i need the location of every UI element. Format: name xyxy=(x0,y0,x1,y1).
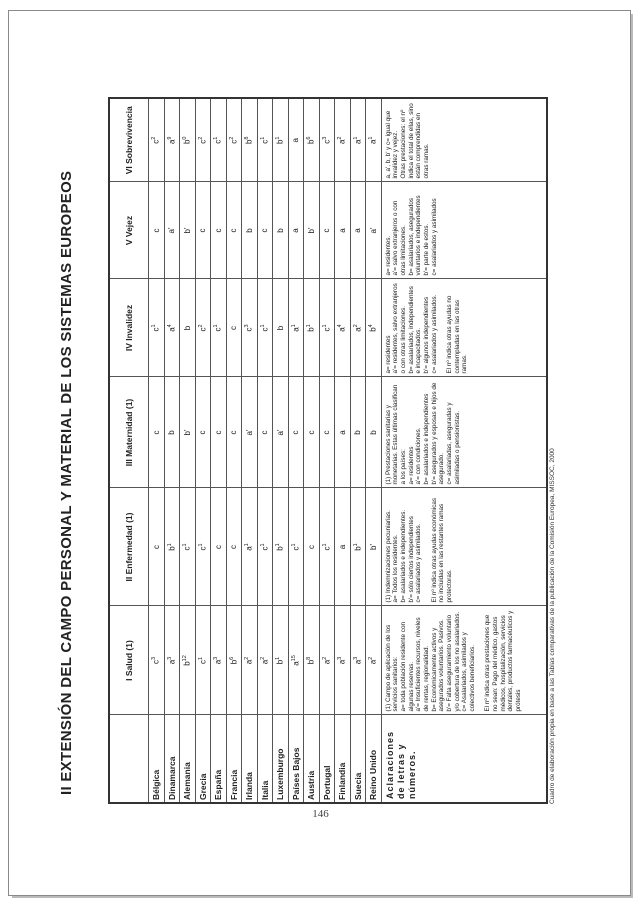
value-letter: a xyxy=(291,327,301,332)
value-superscript: 1 xyxy=(275,656,282,660)
value-cell xyxy=(273,98,289,182)
value-cell xyxy=(366,377,382,488)
value-letter: a xyxy=(245,659,255,665)
value-superscript: 1 xyxy=(197,543,204,547)
note-cell xyxy=(381,488,547,606)
value-letter: b xyxy=(167,546,177,551)
value-letter: b xyxy=(307,659,317,665)
column-header: II Enfermedad (1) xyxy=(109,488,149,606)
value-letter: b' xyxy=(182,429,192,436)
value-superscript: 2 xyxy=(259,656,266,660)
value-cell xyxy=(350,606,366,715)
value-letter: c xyxy=(152,327,162,332)
table-row xyxy=(164,98,180,803)
value-cell xyxy=(195,182,211,279)
value-superscript: 1 xyxy=(197,656,204,661)
value-letter: b xyxy=(244,228,254,233)
value-superscript: 4 xyxy=(368,324,375,328)
note-text: (1) Campo de aplicación de los servicios sanitarios: a= toda población residente con algunas reservas. a'= Insuficientes recursos, niveles de rentas, regionalidad. b= Económicamente activos y asegurados voluntarios. Pasivos. b'= Falta aseguramiento voluntario y/o cobertura de los no asalariados. c= Asalariados, asimilados y colectivos beneficiarios. El nº indica otras prestaciones que no sean: Pago del médico, gastos médicos, hospitalización, servicios dentales, productos farmacéuticos y prótesis xyxy=(384,610,522,712)
value-letter: a xyxy=(291,228,301,233)
value-cell xyxy=(180,182,196,279)
table-row xyxy=(242,98,258,803)
note-text: (1) Indemnizaciones pecuniarias. a= Todos los residentes. b= asalariados e independientes. b'= sólo ciertos independientes c= asalariados y asimilados. El nº indica otras ayudas económicas no incluidas en las restantes ramas protectoras. xyxy=(384,497,453,603)
note-text: a= residentes a'= residentes, salvo extranjeros o con otras limitaciones. b= asalariados, independientes e incapacitados. b'= algunos independientes c= asalariados y asimilados. El nº indica otras ayudas no contempladas en las otras ramas. xyxy=(384,283,469,374)
table-row xyxy=(149,98,165,803)
value-superscript: 1 xyxy=(368,136,375,140)
value-cell xyxy=(257,182,273,279)
value-cell xyxy=(211,377,227,488)
value-superscript: 1 xyxy=(259,136,266,140)
value-superscript: 6 xyxy=(228,656,235,660)
value-superscript: 2 xyxy=(197,136,204,140)
column-header xyxy=(109,715,149,803)
value-letter: c xyxy=(214,139,224,144)
value-cell xyxy=(226,488,242,606)
comparison-table xyxy=(108,97,548,804)
value-cell xyxy=(242,279,258,377)
value-letter: b xyxy=(369,327,379,332)
value-cell xyxy=(350,488,366,606)
value-letter: a xyxy=(338,659,348,665)
country-cell: Finlandia xyxy=(335,715,351,803)
value-cell xyxy=(211,488,227,606)
country-cell: Luxemburgo xyxy=(273,715,289,803)
value-letter: c xyxy=(213,545,223,549)
country-cell: Suecia xyxy=(350,715,366,803)
country-cell: Países Bajos xyxy=(288,715,304,803)
value-letter: a' xyxy=(275,429,285,436)
value-superscript: 1 xyxy=(166,543,173,547)
value-cell xyxy=(273,279,289,377)
value-superscript: 1 xyxy=(306,324,313,328)
value-letter: c xyxy=(322,228,332,233)
value-cell xyxy=(335,98,351,182)
value-letter: b' xyxy=(306,227,316,234)
table-body xyxy=(149,98,548,803)
value-cell xyxy=(288,182,304,279)
rotated-content xyxy=(56,80,601,810)
value-cell xyxy=(195,279,211,377)
table-row xyxy=(366,98,382,803)
value-cell xyxy=(164,377,180,488)
value-cell xyxy=(211,182,227,279)
value-superscript: 2 xyxy=(197,324,204,328)
value-superscript: 2 xyxy=(368,656,375,660)
value-superscript: 2 xyxy=(337,136,344,140)
value-letter: c xyxy=(306,545,316,549)
country-cell: Dinamarca xyxy=(164,715,180,803)
value-letter: b xyxy=(275,325,285,331)
table-row xyxy=(257,98,273,803)
value-cell xyxy=(257,377,273,488)
value-cell xyxy=(149,182,165,279)
value-superscript: 8 xyxy=(306,656,313,660)
value-cell xyxy=(226,606,242,715)
value-cell xyxy=(319,182,335,279)
value-superscript: 3 xyxy=(337,656,344,660)
value-letter: a xyxy=(167,139,177,145)
value-letter: c xyxy=(291,430,301,435)
value-cell xyxy=(149,606,165,715)
value-cell xyxy=(273,606,289,715)
value-letter: b' xyxy=(182,227,192,234)
value-superscript: 1 xyxy=(275,543,282,547)
value-cell xyxy=(195,98,211,182)
note-text: a, a', b, b' y c= igual que invalidez y vejez. Otras prestaciones: el nº indica el total de ellas, sino están comprendidas en otras ramas. xyxy=(384,103,430,179)
country-cell: Portugal xyxy=(319,715,335,803)
value-letter: a xyxy=(353,139,363,145)
value-letter: b xyxy=(182,325,192,331)
value-letter: c xyxy=(322,139,332,144)
value-cell xyxy=(288,279,304,377)
table-row xyxy=(273,98,289,803)
value-cell xyxy=(366,98,382,182)
value-cell xyxy=(226,98,242,182)
value-cell xyxy=(273,377,289,488)
value-letter: c xyxy=(214,327,224,332)
value-cell xyxy=(335,606,351,715)
value-letter: c xyxy=(198,228,208,233)
value-letter: b xyxy=(183,661,193,666)
value-letter: c xyxy=(322,546,332,551)
column-header: I Salud (1) xyxy=(109,606,149,715)
value-letter: a xyxy=(322,659,332,665)
value-cell xyxy=(350,279,366,377)
value-superscript: 1 xyxy=(244,543,251,547)
country-cell: Grecia xyxy=(195,715,211,803)
country-cell: Irlanda xyxy=(242,715,258,803)
country-cell: Reino Unido xyxy=(366,715,382,803)
value-letter: a xyxy=(369,659,379,665)
table-row xyxy=(335,98,351,803)
value-superscript: 3 xyxy=(244,324,251,328)
table-row xyxy=(226,98,242,803)
value-cell xyxy=(288,488,304,606)
country-cell: Francia xyxy=(226,715,242,803)
table-row xyxy=(180,98,196,803)
value-letter: b xyxy=(368,430,378,435)
value-cell xyxy=(149,98,165,182)
value-letter: c xyxy=(151,545,161,549)
value-cell xyxy=(226,377,242,488)
value-cell xyxy=(180,377,196,488)
value-cell xyxy=(319,98,335,182)
value-letter: b xyxy=(307,327,317,332)
value-letter: c xyxy=(291,546,301,551)
value-letter: a xyxy=(260,659,270,665)
value-letter: c xyxy=(260,546,270,551)
value-letter: c xyxy=(322,430,332,435)
value-cell xyxy=(242,98,258,182)
value-cell xyxy=(273,488,289,606)
value-letter: a xyxy=(353,228,363,233)
value-letter: b xyxy=(276,659,286,665)
value-cell xyxy=(257,98,273,182)
value-letter: a xyxy=(245,546,255,551)
value-letter: c xyxy=(151,228,161,233)
column-header: VI Sobrevivencia xyxy=(109,98,149,182)
value-superscript: 15 xyxy=(290,655,297,662)
note-cell xyxy=(381,377,547,488)
value-letter: c xyxy=(260,228,270,233)
value-cell xyxy=(304,606,320,715)
value-cell xyxy=(149,279,165,377)
table-row xyxy=(350,98,366,803)
value-cell xyxy=(319,377,335,488)
value-letter: c xyxy=(183,546,193,551)
value-letter: c xyxy=(229,430,239,435)
value-superscript: 1 xyxy=(275,136,282,140)
value-cell xyxy=(288,377,304,488)
table-row xyxy=(195,98,211,803)
value-letter: c xyxy=(229,139,239,144)
value-cell xyxy=(257,606,273,715)
value-cell xyxy=(257,488,273,606)
value-cell xyxy=(211,279,227,377)
value-superscript: 2 xyxy=(244,656,251,660)
note-text: (1) Prestaciones sanitarias y monetarias. Estas últimas clasifican a los países: a= residentes a'= con condiciones. b= asalariados e independientes b'= asegurados y esposas e hijos de asegurado. c= asalariadas, aseguradas y asimiladas o pensionistas. xyxy=(384,382,461,485)
value-cell xyxy=(180,606,196,715)
value-superscript: 3 xyxy=(321,136,328,140)
value-letter: a xyxy=(369,139,379,145)
value-cell xyxy=(304,488,320,606)
value-letter: b xyxy=(353,546,363,551)
value-superscript: 2 xyxy=(321,656,328,660)
value-cell xyxy=(335,377,351,488)
value-letter: c xyxy=(213,430,223,435)
value-letter: a xyxy=(337,228,347,233)
value-letter: c xyxy=(245,327,255,332)
value-cell xyxy=(319,606,335,715)
value-cell xyxy=(319,279,335,377)
value-cell xyxy=(226,182,242,279)
value-cell xyxy=(366,606,382,715)
note-cell xyxy=(381,606,547,715)
value-cell xyxy=(195,606,211,715)
value-letter: b xyxy=(245,139,255,145)
value-cell xyxy=(335,488,351,606)
source-note: Cuadro de elaboración propia en base a las Tablas comparativas de la publicación de la Comisión Europea, MISSOC, 2000 xyxy=(549,448,556,804)
value-cell xyxy=(226,279,242,377)
value-letter: c xyxy=(152,139,162,144)
value-superscript: 1 xyxy=(151,324,158,328)
value-superscript: 8 xyxy=(244,136,251,140)
page-number: 146 xyxy=(312,808,329,820)
value-letter: a xyxy=(291,661,301,666)
value-cell xyxy=(366,182,382,279)
value-superscript: 4 xyxy=(166,324,173,328)
value-letter: b xyxy=(353,430,363,435)
value-superscript: 1 xyxy=(213,136,220,140)
value-superscript: 2 xyxy=(151,136,158,140)
value-cell xyxy=(257,279,273,377)
value-cell xyxy=(164,98,180,182)
value-letter: a xyxy=(338,139,348,145)
value-superscript: 1 xyxy=(352,543,359,547)
value-letter: a xyxy=(167,327,177,332)
country-cell: Italia xyxy=(257,715,273,803)
value-letter: a xyxy=(353,327,363,332)
notes-header: Aclaraciones de letras y números. xyxy=(381,715,547,803)
value-letter: c xyxy=(229,326,239,330)
value-letter: a xyxy=(353,659,363,665)
value-letter: c xyxy=(198,660,208,665)
notes-row xyxy=(381,98,547,803)
value-letter: c xyxy=(198,430,208,435)
value-letter: c xyxy=(260,430,270,435)
value-superscript: 1 xyxy=(321,324,328,328)
page-title: II EXTENSIÓN DEL CAMPO PERSONAL Y MATERIAL DE LOS SISTEMAS EUROPEOS xyxy=(58,170,75,795)
value-cell xyxy=(304,377,320,488)
value-cell xyxy=(273,182,289,279)
value-superscript: 3 xyxy=(166,656,173,660)
country-cell: España xyxy=(211,715,227,803)
value-superscript: 1 xyxy=(290,324,297,328)
value-letter: b xyxy=(276,139,286,145)
column-header: III Maternidad (1) xyxy=(109,377,149,488)
value-superscript: 1 xyxy=(321,543,328,547)
country-cell: Bélgica xyxy=(149,715,165,803)
value-letter: c xyxy=(229,545,239,549)
value-letter: b xyxy=(276,546,286,551)
value-letter: c xyxy=(151,430,161,435)
value-cell xyxy=(242,377,258,488)
value-cell xyxy=(242,182,258,279)
value-letter: b xyxy=(307,139,317,145)
value-cell xyxy=(304,182,320,279)
value-superscript: 2 xyxy=(352,324,359,328)
value-letter: a xyxy=(338,327,348,332)
value-superscript: 9 xyxy=(166,136,173,140)
value-cell xyxy=(366,488,382,606)
value-cell xyxy=(335,279,351,377)
value-letter: c xyxy=(198,327,208,332)
value-cell xyxy=(335,182,351,279)
value-cell xyxy=(164,488,180,606)
value-cell xyxy=(164,606,180,715)
value-cell xyxy=(304,98,320,182)
value-cell xyxy=(180,488,196,606)
note-cell xyxy=(381,182,547,279)
value-letter: a' xyxy=(244,429,254,436)
value-superscript: 12 xyxy=(182,655,189,662)
value-superscript: 3 xyxy=(213,656,220,660)
value-superscript: 4 xyxy=(337,324,344,328)
value-superscript: 3 xyxy=(352,656,359,660)
value-cell xyxy=(350,182,366,279)
value-cell xyxy=(164,279,180,377)
value-cell xyxy=(350,377,366,488)
column-header: IV Invalidez xyxy=(109,279,149,377)
value-superscript: 1 xyxy=(182,543,189,547)
table-row xyxy=(319,98,335,803)
value-cell xyxy=(180,279,196,377)
value-superscript: 2 xyxy=(228,136,235,140)
value-superscript: 1 xyxy=(259,324,266,328)
value-letter: a xyxy=(291,138,301,143)
value-letter: c xyxy=(213,228,223,233)
value-cell xyxy=(288,98,304,182)
value-cell xyxy=(366,279,382,377)
value-cell xyxy=(304,279,320,377)
value-superscript: 1 xyxy=(259,543,266,547)
value-cell xyxy=(242,488,258,606)
value-letter: a xyxy=(167,659,177,665)
value-letter: c xyxy=(229,228,239,233)
value-letter: c xyxy=(322,327,332,332)
value-cell xyxy=(211,606,227,715)
value-cell xyxy=(350,98,366,182)
value-cell xyxy=(149,488,165,606)
value-letter: c xyxy=(260,327,270,332)
value-letter: a' xyxy=(368,227,378,234)
value-cell xyxy=(195,377,211,488)
value-letter: c xyxy=(198,546,208,551)
value-letter: a xyxy=(214,659,224,665)
value-superscript: 1 xyxy=(352,136,359,140)
value-cell xyxy=(180,98,196,182)
value-letter: c xyxy=(152,660,162,665)
value-letter: c xyxy=(306,430,316,435)
value-cell xyxy=(164,182,180,279)
table-row xyxy=(211,98,227,803)
value-cell xyxy=(195,488,211,606)
value-cell xyxy=(319,488,335,606)
value-cell xyxy=(242,606,258,715)
column-header: V Vejez xyxy=(109,182,149,279)
value-letter: b xyxy=(167,430,177,435)
value-letter: c xyxy=(198,139,208,144)
table-row xyxy=(304,98,320,803)
country-cell: Alemania xyxy=(180,715,196,803)
note-cell xyxy=(381,98,547,182)
value-superscript: 6 xyxy=(306,136,313,140)
value-letter: c xyxy=(260,139,270,144)
value-superscript: 1 xyxy=(290,543,297,547)
value-cell xyxy=(211,98,227,182)
table-row xyxy=(288,98,304,803)
value-letter: b xyxy=(229,659,239,665)
value-cell xyxy=(288,606,304,715)
note-text: a= residentes. a'= salvo extranjeros o con otras limitaciones. b= asalariados, asegurados voluntarios e independientes b'= parte de estos. c= asalariados y asimilados xyxy=(384,195,438,276)
note-cell xyxy=(381,279,547,377)
value-cell xyxy=(149,377,165,488)
value-letter: a' xyxy=(167,227,177,234)
value-superscript: 0 xyxy=(182,136,189,140)
value-letter: a xyxy=(337,430,347,435)
value-superscript: 3 xyxy=(151,656,158,661)
table-header-row xyxy=(109,98,149,803)
value-letter: b' xyxy=(368,544,378,550)
value-letter: a xyxy=(337,544,347,550)
country-cell: Austria xyxy=(304,715,320,803)
value-letter: b xyxy=(183,139,193,145)
value-superscript: 1 xyxy=(213,324,220,328)
value-letter: b xyxy=(275,228,285,233)
